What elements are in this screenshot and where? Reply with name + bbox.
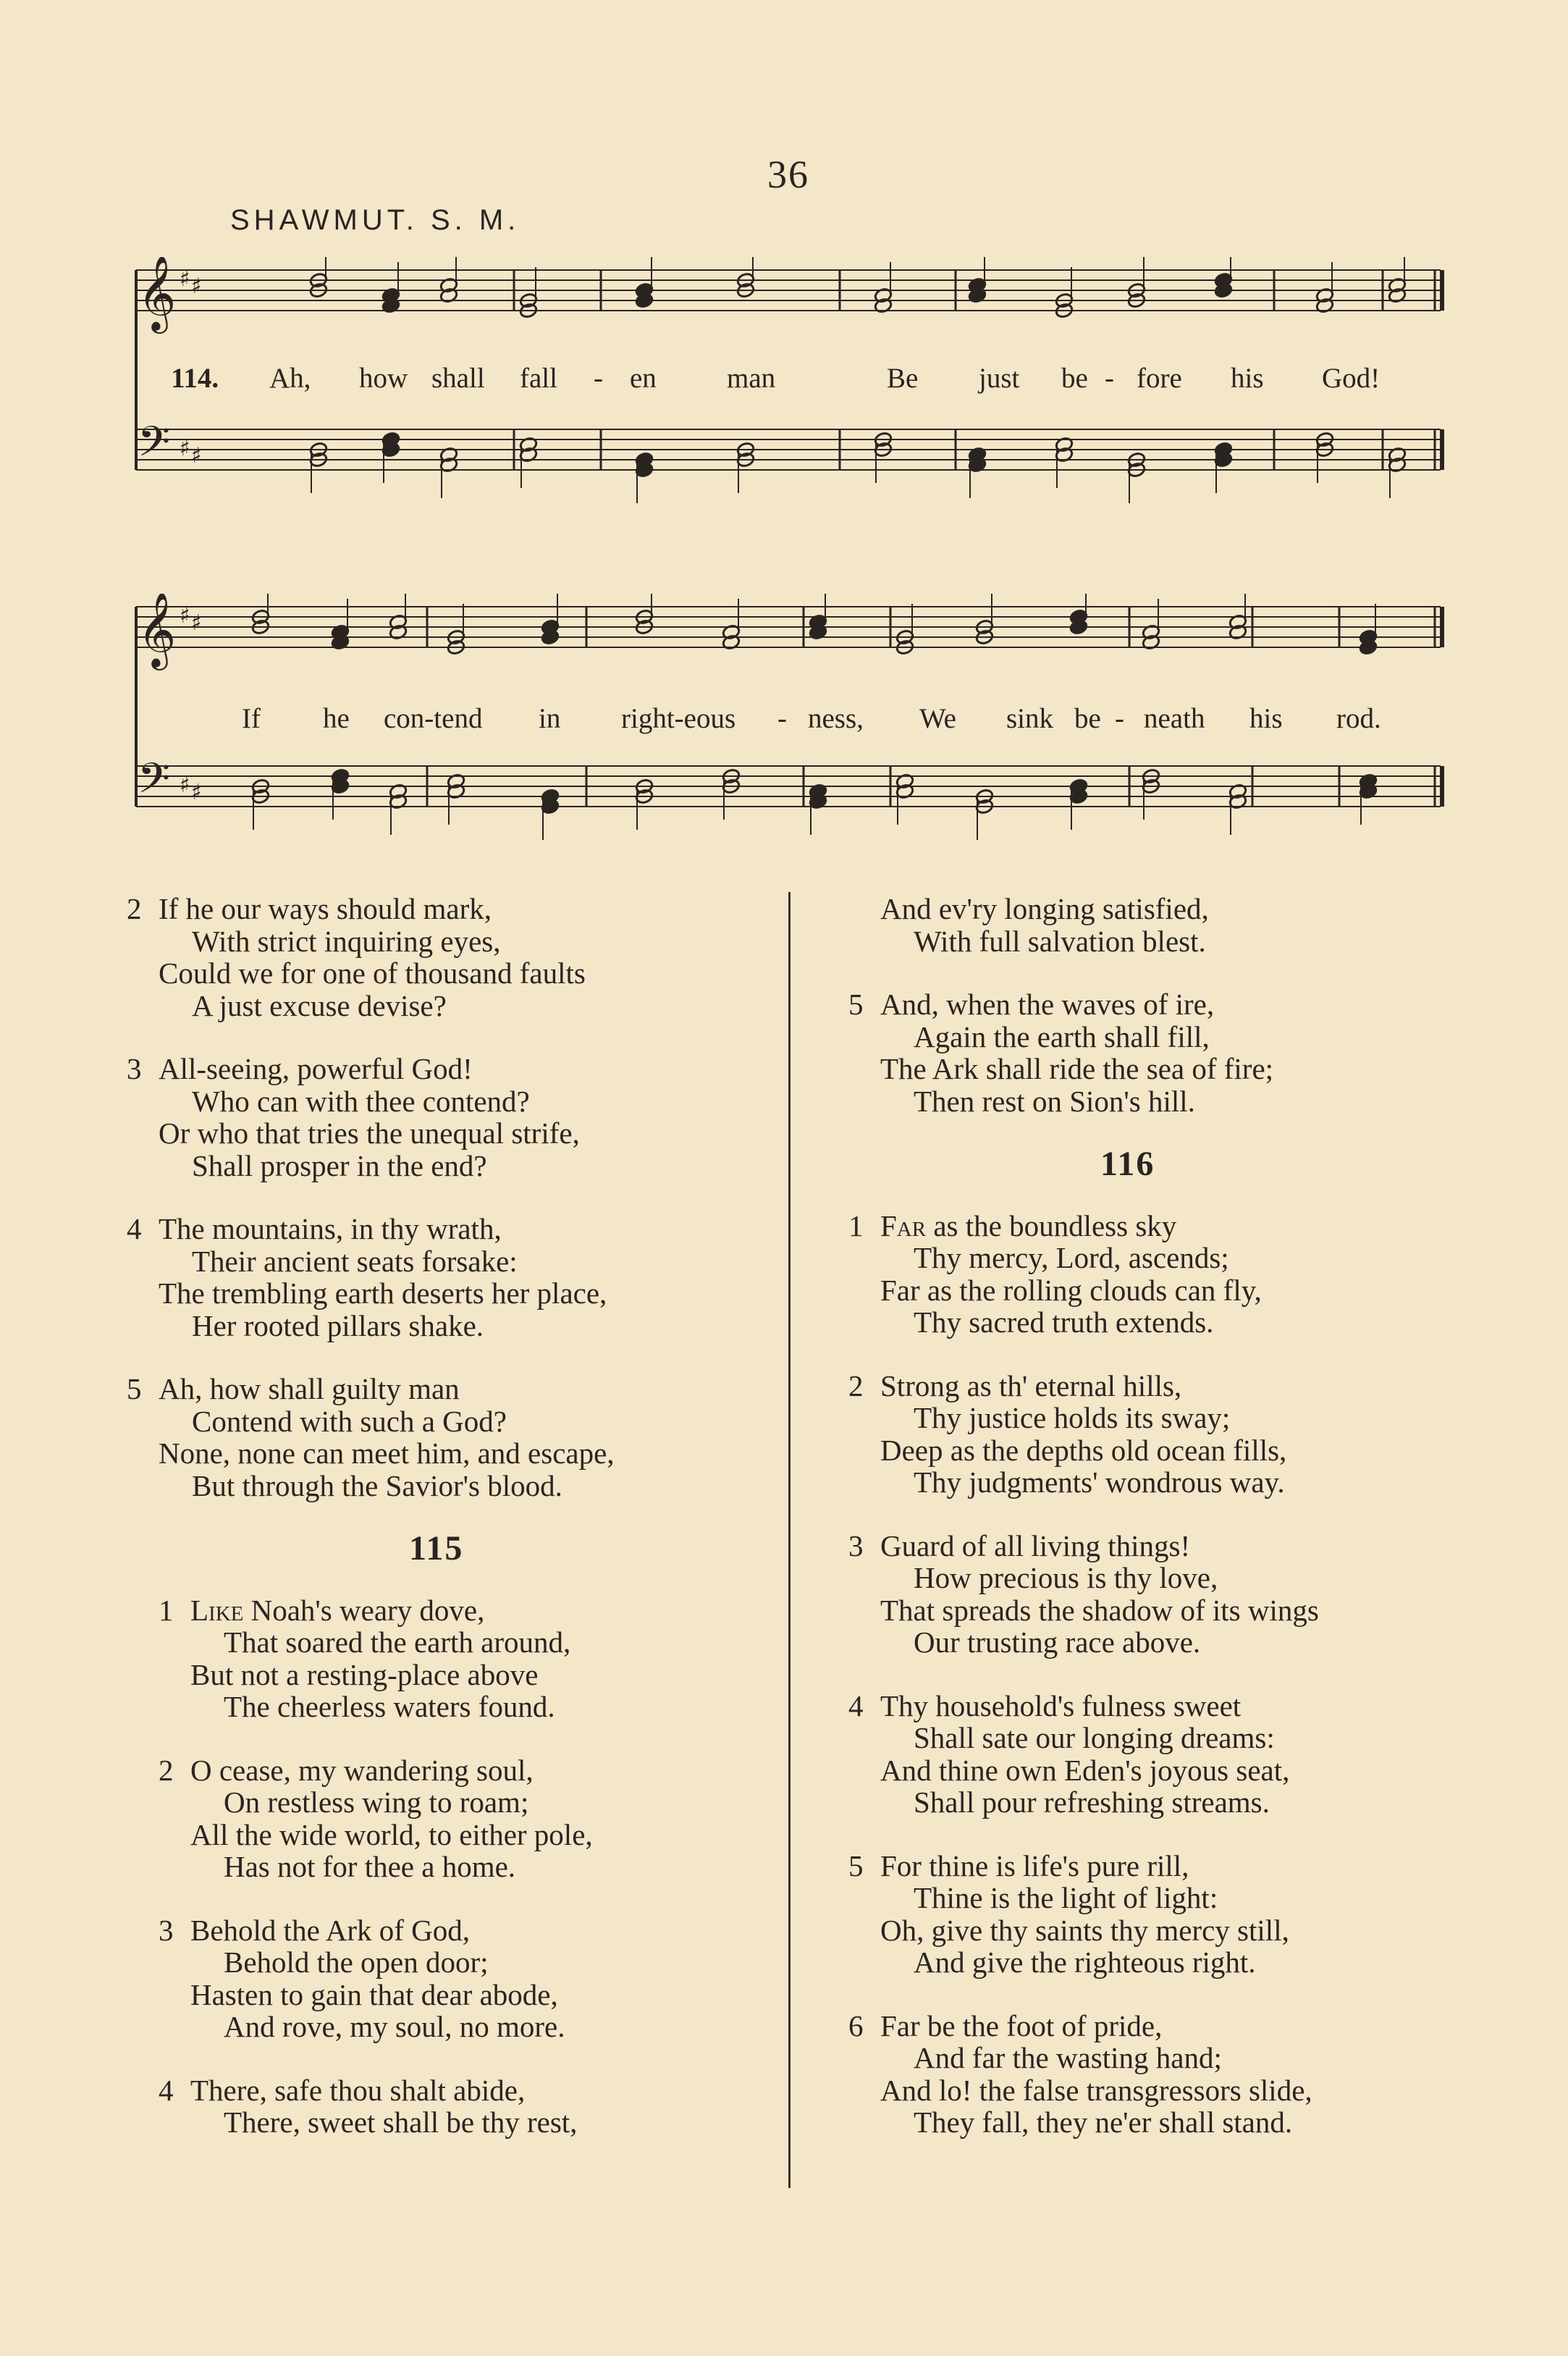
bass-clef-icon: 𝄢	[138, 754, 171, 813]
stanza	[127, 1053, 764, 1182]
syllable: fall	[520, 363, 557, 394]
sharp-icon: ♯	[180, 436, 190, 461]
syllable: he	[323, 703, 350, 734]
verse-line: Her rooted pillars shake.	[192, 1308, 484, 1342]
verse-line: Who can with thee contend?	[192, 1084, 530, 1118]
column-divider	[788, 892, 791, 2188]
verse-text: All-seeing, powerful God!	[159, 1052, 473, 1085]
verse-line: Shall prosper in the end?	[192, 1148, 487, 1182]
music-system-2	[123, 594, 1448, 883]
stanza	[848, 1850, 1500, 1979]
verse-line	[127, 1213, 764, 1245]
verse-line: Deep as the depths old ocean fills,	[880, 1433, 1287, 1467]
verse-text: The mountains, in thy wrath,	[159, 1212, 502, 1245]
verse-line	[127, 1373, 764, 1405]
verse-line: Thine is the light of light:	[914, 1881, 1218, 1914]
stanza-number: 2	[159, 1753, 174, 1787]
verse-line: Our trusting race above.	[914, 1625, 1201, 1659]
verse-line: But through the Savior's blood.	[192, 1468, 562, 1502]
verse-line	[159, 1594, 764, 1627]
syllable: -	[594, 363, 603, 394]
verse-line	[127, 893, 764, 925]
sharp-icon: ♯	[180, 266, 190, 292]
verse-text: Guard of all living things!	[880, 1528, 1191, 1562]
syllable: sink	[1006, 703, 1054, 734]
sharp-icon: ♯	[191, 780, 202, 805]
verse-first-word: Like	[190, 1593, 244, 1627]
syllable: God!	[1322, 363, 1381, 394]
verse-line: Or who that tries the unequal strife,	[159, 1116, 580, 1150]
treble-clef-icon: 𝄞	[138, 257, 177, 331]
stanza	[127, 1594, 764, 1723]
stanza	[848, 1530, 1500, 1659]
verse-text: as the boundless sky	[926, 1208, 1177, 1242]
verse-text: Behold the Ark of God,	[190, 1913, 471, 1947]
syllable: If	[242, 703, 261, 734]
verse-line: And thine own Eden's joyous seat,	[880, 1753, 1290, 1787]
stanza-number: 3	[848, 1528, 864, 1562]
verse-text: Ah, how shall guilty man	[159, 1372, 460, 1405]
verse-line: The Ark shall ride the sea of fire;	[880, 1052, 1274, 1085]
stanza	[848, 988, 1500, 1117]
verse-text: And, when the waves of ire,	[880, 988, 1215, 1021]
verse-line: The trembling earth deserts her place,	[159, 1276, 607, 1310]
verse-line: Shall sate our longing dreams:	[914, 1721, 1275, 1754]
verse-line: And ev'ry longing satisfied,	[880, 892, 1209, 925]
verse-line: Then rest on Sion's hill.	[914, 1084, 1195, 1118]
stanza	[127, 893, 764, 1022]
syllable: his	[1249, 703, 1283, 734]
syllable: shall	[431, 363, 485, 394]
stanza	[848, 2010, 1500, 2139]
verse-line	[848, 1850, 1500, 1882]
stanza	[848, 893, 1500, 957]
verse-line	[159, 1754, 764, 1787]
verse-line: Shall pour refreshing streams.	[914, 1785, 1270, 1819]
syllable: in	[539, 703, 561, 734]
verse-line: Far as the rolling clouds can fly,	[880, 1273, 1262, 1307]
verse-line: Contend with such a God?	[192, 1404, 507, 1438]
stanza	[127, 1373, 764, 1502]
hymn-heading-115: 115	[409, 1529, 464, 1568]
verse-line	[848, 988, 1500, 1021]
verse-line: Has not for thee a home.	[224, 1850, 516, 1883]
stanza	[848, 1210, 1500, 1339]
verse-line	[848, 1210, 1500, 1242]
verse-line: Oh, give thy saints thy mercy still,	[880, 1913, 1289, 1947]
treble-clef-icon: 𝄞	[138, 594, 177, 668]
stanza-number: 3	[127, 1052, 142, 1085]
sharp-icon: ♯	[180, 603, 190, 628]
stanza	[127, 1213, 764, 1342]
syllable: his	[1231, 363, 1264, 394]
verse-line: But not a resting-place above	[190, 1657, 539, 1691]
stanza-number: 4	[127, 1212, 142, 1245]
verse-line: There, sweet shall be thy rest,	[224, 2105, 578, 2139]
stanza-number: 1	[848, 1208, 864, 1242]
verse-line: And lo! the false transgressors slide,	[880, 2073, 1312, 2107]
syllable: -	[1105, 363, 1114, 394]
verse-text: Thy household's fulness sweet	[880, 1688, 1242, 1722]
right-column	[848, 893, 1500, 2170]
stanza-number: 5	[127, 1372, 142, 1405]
syllable: be	[1061, 363, 1088, 394]
syllable: We	[919, 703, 956, 734]
verse-text: Far be the foot of pride,	[880, 2008, 1163, 2042]
verse-text: For thine is life's pure rill,	[880, 1848, 1189, 1882]
verse-text: Strong as th' eternal hills,	[880, 1368, 1182, 1402]
sharp-icon: ♯	[180, 773, 190, 798]
sharp-icon: ♯	[191, 610, 202, 636]
syllable: en	[630, 363, 657, 394]
page-number: 36	[767, 153, 809, 196]
verse-line: And give the righteous right.	[914, 1945, 1256, 1979]
verse-line	[848, 2010, 1500, 2042]
verse-line: With strict inquiring eyes,	[192, 924, 501, 958]
verse-line: A just excuse devise?	[192, 988, 447, 1022]
stanza	[848, 1370, 1500, 1499]
verse-line: How precious is thy love,	[914, 1561, 1218, 1594]
verse-line: Hasten to gain that dear abode,	[190, 1977, 558, 2011]
verse-line: Behold the open door;	[224, 1945, 489, 1979]
syllable: neath	[1144, 703, 1205, 734]
tune-title: SHAWMUT. S. M.	[230, 204, 520, 236]
stanza-number: 1	[159, 1593, 174, 1627]
verse-text: There, safe thou shalt abide,	[190, 2073, 526, 2107]
hymn-number-114: 114.	[171, 363, 219, 394]
verse-line: None, none can meet him, and escape,	[159, 1436, 615, 1470]
verse-line: Thy justice holds its sway;	[914, 1401, 1231, 1434]
stanza	[127, 2074, 764, 2139]
stanza-number: 5	[848, 1848, 864, 1882]
sharp-icon: ♯	[191, 443, 202, 468]
staff-system-2	[123, 594, 1448, 883]
syllable: be	[1074, 703, 1101, 734]
stanza-number: 4	[848, 1688, 864, 1722]
verse-text: If he our ways should mark,	[159, 892, 492, 925]
hymn-heading-116: 116	[1100, 1145, 1155, 1183]
stanza	[848, 1690, 1500, 1819]
lyric-line-1	[0, 362, 1568, 397]
verse-line: All the wide world, to either pole,	[190, 1817, 593, 1851]
stanza	[127, 1914, 764, 2043]
verse-line: Could we for one of thousand faults	[159, 956, 586, 990]
syllable: Be	[887, 363, 919, 394]
syllable: man	[727, 363, 776, 394]
stanza	[127, 1754, 764, 1883]
stanza-number: 4	[159, 2073, 174, 2107]
syllable: fore	[1137, 363, 1182, 394]
stanza-number: 3	[159, 1913, 174, 1947]
syllable: rod.	[1336, 703, 1381, 734]
syllable: how	[359, 363, 408, 394]
verse-line: That spreads the shadow of its wings	[880, 1593, 1319, 1627]
verse-line: Again the earth shall fill,	[914, 1019, 1210, 1053]
syllable: con-tend	[384, 703, 483, 734]
lyric-line-2	[0, 702, 1568, 737]
syllable: -	[1115, 703, 1124, 734]
verse-line	[848, 1370, 1500, 1402]
verse-line: Thy mercy, Lord, ascends;	[914, 1241, 1229, 1274]
verse-line: Thy sacred truth extends.	[914, 1305, 1214, 1339]
verse-line: That soared the earth around,	[224, 1625, 571, 1659]
verse-text: Noah's weary dove,	[243, 1593, 485, 1627]
verse-line: They fall, they ne'er shall stand.	[914, 2105, 1293, 2139]
sharp-icon: ♯	[191, 274, 202, 299]
syllable: ness,	[808, 703, 864, 734]
stanza-number: 2	[127, 892, 142, 925]
stanza-number: 5	[848, 988, 864, 1021]
verse-line	[159, 2074, 764, 2107]
verse-first-word: Far	[880, 1208, 927, 1242]
verse-line: Their ancient seats forsake:	[192, 1244, 518, 1278]
verse-line: And far the wasting hand;	[914, 2041, 1222, 2074]
syllable: just	[979, 363, 1020, 394]
stanza-number: 2	[848, 1368, 864, 1402]
syllable: Ah,	[269, 363, 311, 394]
verse-line	[159, 1914, 764, 1947]
syllable: right-eous	[621, 703, 736, 734]
verse-line: With full salvation blest.	[914, 924, 1206, 958]
stanza-number: 6	[848, 2008, 864, 2042]
verse-line	[127, 1053, 764, 1085]
verse-line: On restless wing to roam;	[224, 1785, 529, 1819]
verse-text: O cease, my wandering soul,	[190, 1753, 534, 1787]
verse-line	[848, 1690, 1500, 1722]
left-column	[127, 893, 764, 2170]
verse-line: The cheerless waters found.	[224, 1690, 555, 1723]
syllable: -	[777, 703, 787, 734]
verse-line	[848, 1530, 1500, 1562]
verse-line: And rove, my soul, no more.	[224, 2010, 565, 2043]
verse-line: Thy judgments' wondrous way.	[914, 1465, 1285, 1499]
bass-clef-icon: 𝄢	[138, 417, 171, 476]
